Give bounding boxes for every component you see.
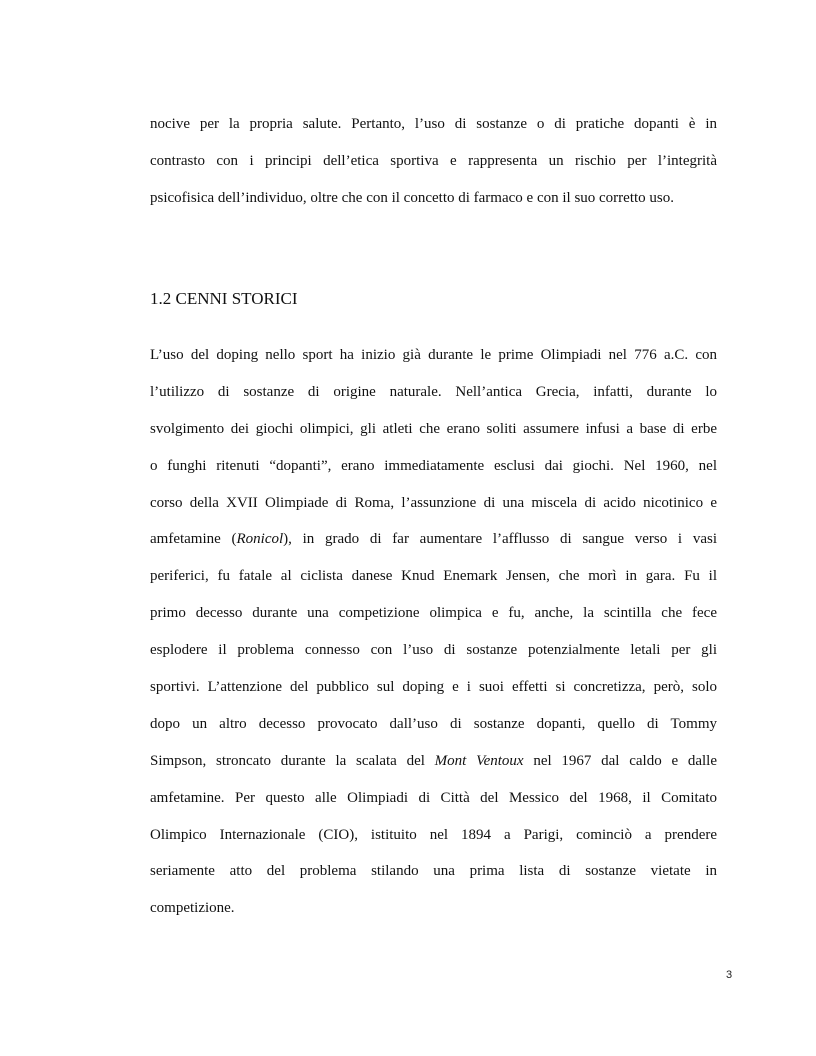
italic-term-mont-ventoux: Mont Ventoux bbox=[434, 752, 524, 769]
text-line: dopo un altro decesso provocato dall’uso di sostanze dopanti, quello di Tommy bbox=[150, 715, 717, 732]
text-line: amfetamine. Per questo alle Olimpiadi di Città del Messico del 1968, il Comitato bbox=[150, 789, 717, 806]
text-line: o funghi ritenuti “dopanti”, erano immediatamente esclusi dai giochi. Nel 1960, nel bbox=[150, 457, 717, 474]
text-line: l’utilizzo di sostanze di origine naturale. Nell’antica Grecia, infatti, durante lo bbox=[150, 383, 717, 400]
text-line: L’uso del doping nello sport ha inizio già durante le prime Olimpiadi nel 776 a.C. con bbox=[150, 347, 717, 363]
text-line: seriamente atto del problema stilando una prima lista di sostanze vietate in bbox=[150, 863, 717, 880]
section-heading: 1.2 CENNI STORICI bbox=[150, 289, 298, 308]
text-line: corso della XVII Olimpiade di Roma, l’assunzione di una miscela di acido nicotinico e bbox=[150, 494, 717, 511]
text-segment: nel 1967 dal caldo e dalle bbox=[523, 752, 717, 769]
text-line: sportivi. L’attenzione del pubblico sul doping e i suoi effetti si concretizza, però, solo bbox=[150, 679, 717, 696]
text-line: competizione. bbox=[150, 900, 235, 917]
text-segment: ), in grado di far aumentare l’afflusso di sangue verso i vasi bbox=[283, 531, 717, 548]
text-line-with-italic bbox=[150, 751, 717, 788]
page-number: 3 bbox=[726, 969, 733, 981]
text-segment: Simpson, stroncato durante la scalata del bbox=[150, 752, 435, 769]
text-line: contrasto con i principi dell’etica sportiva e rappresenta un rischio per l’integrità bbox=[150, 152, 717, 169]
text-line: esplodere il problema connesso con l’uso di sostanze potenzialmente letali per gli bbox=[150, 642, 717, 659]
text-line: periferici, fu fatale al ciclista danese Knud Enemark Jensen, che morì in gara. Fu il bbox=[150, 568, 717, 585]
text-line: nocive per la propria salute. Pertanto, l’uso di sostanze o di pratiche dopanti è in bbox=[150, 116, 717, 132]
text-line: primo decesso durante una competizione olimpica e fu, anche, la scintilla che fece bbox=[150, 605, 717, 622]
history-paragraph bbox=[150, 345, 717, 935]
text-line-with-italic bbox=[150, 529, 717, 566]
text-segment: amfetamine ( bbox=[150, 531, 237, 548]
text-line: svolgimento dei giochi olimpici, gli atleti che erano soliti assumere infusi a base di erbe bbox=[150, 420, 717, 437]
intro-paragraph bbox=[150, 114, 717, 225]
text-line: Olimpico Internazionale (CIO), istituito nel 1894 a Parigi, cominciò a prendere bbox=[150, 826, 717, 843]
italic-term-ronicol: Ronicol bbox=[236, 531, 284, 548]
text-line: psicofisica dell’individuo, oltre che con il concetto di farmaco e con il suo corretto uso. bbox=[150, 189, 675, 206]
